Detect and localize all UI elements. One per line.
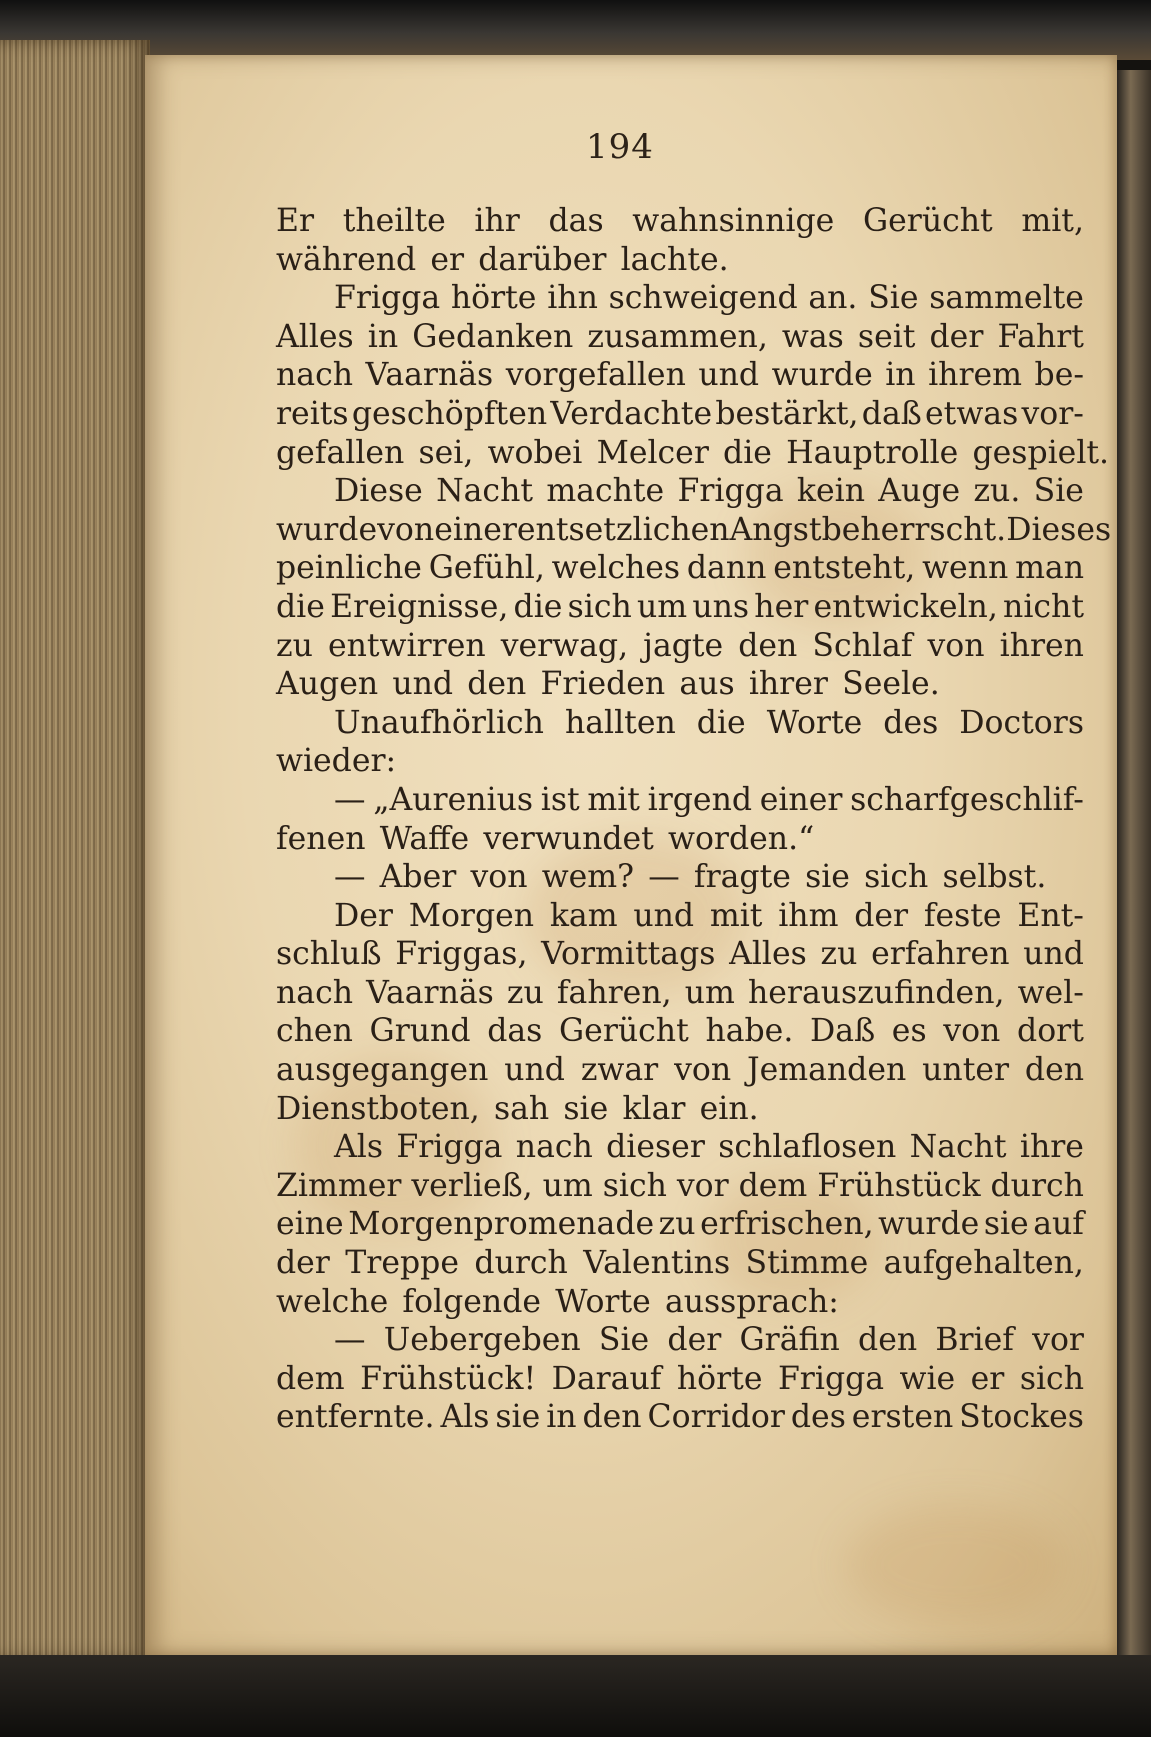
word: der [929,318,984,355]
word: Morgen [408,897,535,934]
text-line [276,1012,1084,1051]
word: Melcer [596,434,709,471]
text-line [276,665,1084,704]
word: Morgenpromenade [348,1206,655,1243]
text-line [276,1283,1084,1322]
word: herauszufinden, [747,974,1005,1011]
word: zusammen, [587,318,768,355]
text-line [276,627,1084,666]
word: chen [276,1013,353,1050]
word: hörte [450,280,537,317]
word: Ereignisse, [330,588,509,625]
word: zu [276,627,313,664]
word: mit, [1021,203,1084,239]
word: beherrscht. [821,511,1007,548]
word: um [636,588,688,625]
word: die [276,588,325,625]
text-line [276,318,1084,357]
word: wieder: [276,743,397,780]
text-line [276,1398,1084,1437]
word: was [781,318,844,355]
word: das [548,203,604,239]
word: Gerücht [559,1013,689,1050]
word: Doctors [959,704,1084,741]
word: Frigga [677,473,784,510]
word: Dienstboten, [276,1090,480,1127]
word: Der [334,897,393,934]
word: scharfgeschlif- [850,781,1084,818]
word: sich [602,1167,667,1204]
word: feste [923,897,1002,934]
word: habe. [705,1013,794,1050]
word: wurde [878,1206,980,1243]
word: Frigga [334,280,441,317]
word: peinliche [276,550,422,587]
word: Sie [598,1322,650,1359]
word: eine [276,1206,344,1243]
word: ihn [547,280,598,317]
text-line [276,1244,1084,1283]
word: kein [796,473,865,510]
word: Unaufhörlich [334,704,544,741]
word: Daß [810,1013,876,1050]
word: des [883,704,939,741]
word: seit [857,318,916,355]
word: verließ, [411,1167,533,1204]
word: gespielt. [972,434,1110,471]
word: wobei [487,434,583,471]
word: schweigend [608,280,798,317]
word: dann [686,550,767,587]
word: Uebergeben [383,1322,581,1359]
text-line [276,1167,1084,1206]
word: welches [551,550,681,587]
word: einer [434,511,517,548]
word: um [684,974,735,1011]
word: hörte [676,1360,763,1397]
word: gefallen [276,434,405,471]
word: in [546,1399,577,1436]
word: ersten [851,1399,954,1436]
text-line [276,472,1084,511]
word: her [754,588,809,625]
word: sie [495,1399,541,1436]
word: dort [1017,1013,1084,1050]
word: ausgegangen [276,1052,489,1089]
text-line [276,279,1084,318]
word: folgende [402,1283,542,1320]
word: Alles [276,318,354,355]
word: Frigga [777,1360,885,1397]
word: die [513,588,563,625]
text-line [276,1128,1084,1167]
word: welche [276,1283,389,1320]
word: uns [692,588,750,625]
word: den [582,1399,642,1436]
scanner-bottom-edge [0,1655,1151,1737]
word: von [927,627,985,664]
word: den [1024,1052,1084,1089]
word: „Aurenius [373,781,534,818]
word: von [674,1052,732,1089]
word: worden.“ [668,820,815,857]
word: Vormittags [541,936,716,973]
word: Frigga [396,1129,503,1166]
text-line [276,820,1084,859]
word: Frieden [540,666,666,703]
word: zu [658,1206,696,1243]
word: — [334,859,366,896]
word: Auge [878,473,961,510]
word: entwirren [327,627,486,664]
word: des [790,1399,846,1436]
word: zu [820,936,858,973]
word: ihr [474,203,520,239]
word: Stimme [745,1245,869,1282]
text-line [276,549,1084,588]
word: vorgefallen [505,357,686,394]
word: den [738,627,798,664]
text-line [276,1090,1084,1129]
word: Ent- [1017,897,1084,934]
word: verwundet [483,820,654,857]
text-line [276,434,1110,473]
word: einer [759,781,843,818]
word: reits [276,395,349,432]
text-line [276,241,1084,280]
word: jagte [643,627,724,664]
word: nach [276,357,353,394]
word: durch [990,1167,1084,1204]
word: mit [709,897,763,934]
word: mit [587,781,640,818]
word: Augen [276,666,379,703]
page-number: 194 [586,127,654,167]
word: — [334,1322,366,1359]
word: fahren, [556,974,672,1011]
word: an. [808,280,858,317]
word: vor- [1021,395,1084,432]
word: die [723,434,772,471]
word: Verdachte [550,395,713,432]
word: Sie [868,280,919,317]
word: sei, [418,434,474,471]
word: durch [474,1245,568,1282]
word: nach [276,974,353,1011]
word: Gräfin [739,1322,840,1359]
word: Angst [729,511,822,548]
word: Zimmer [276,1167,402,1204]
word: von [377,511,435,548]
word: es [891,1013,927,1050]
word: aufgehalten, [883,1245,1084,1282]
word: geschöpften [351,395,548,432]
text-line [276,974,1084,1013]
word: der [667,1322,722,1359]
word: be- [1034,357,1084,394]
word: klar [622,1090,686,1127]
book-right-edge [1117,70,1151,1660]
word: er [970,1360,1005,1397]
word: lachte. [620,241,729,278]
word: sich [567,588,632,625]
word: ihrem [928,357,1023,394]
text-line [276,395,1084,434]
word: nicht [1003,588,1084,625]
word: — [648,859,680,896]
word: selbst. [942,859,1047,896]
word: daß [861,395,922,432]
word: wem? [541,859,635,896]
word: in [885,357,916,394]
word: entsetzlichen [516,511,730,548]
word: unter [922,1052,1010,1089]
book-page-edges [0,40,150,1660]
word: wie [899,1360,956,1397]
word: darüber [478,241,607,278]
word: aus [679,666,735,703]
word: Jemanden [746,1052,907,1089]
word: um [542,1167,593,1204]
word: Seele. [842,666,940,703]
word: erfrischen, [700,1206,874,1243]
word: sich [1019,1360,1084,1397]
word: ihm [778,897,839,934]
word: Alles [729,936,807,973]
word: sah [493,1090,550,1127]
word: machte [546,473,665,510]
word: Frühstück [817,1167,981,1204]
word: kam [549,897,618,934]
word: Brief [935,1322,1014,1359]
word: den [467,666,527,703]
word: in [367,318,399,355]
word: wel- [1017,974,1084,1011]
text-line [276,202,1084,241]
word: Valentins [583,1245,731,1282]
word: wurde [771,357,873,394]
word: schluß [276,936,382,973]
word: Er [276,203,315,239]
word: Treppe [345,1245,459,1282]
word: fragte [693,859,791,896]
text-line [276,704,1084,743]
text-line [276,935,1084,974]
word: der [854,897,909,934]
word: zu. [973,473,1021,510]
word: Worte [555,1283,651,1320]
word: und [392,666,454,703]
word: Gedanken [412,318,574,355]
word: entwickeln, [813,588,998,625]
word: zwar [580,1052,659,1089]
word: hallten [564,704,676,741]
word: auf [1033,1206,1084,1243]
word: und [698,357,760,394]
word: Corridor [647,1399,785,1436]
word: Hauptrolle [786,434,959,471]
word: bestärkt, [715,395,859,432]
word: entfernte. [276,1399,435,1436]
word: irgend [647,781,753,818]
word: sie [563,1090,609,1127]
word: den [858,1322,918,1359]
text-line [276,1321,1084,1360]
word: Nacht [436,473,534,510]
word: Nacht [909,1129,1007,1166]
word: Vaarnäs [365,357,494,394]
word: Als [334,1129,383,1166]
text-line [276,858,1084,897]
word: Diese [334,473,423,510]
word: sie [805,859,850,896]
word: er [430,241,465,278]
word: wurde [276,511,378,548]
word: ihre [1019,1129,1084,1166]
word: man [1015,550,1084,587]
word: dem [738,1167,808,1204]
word: ein. [699,1090,759,1127]
text-line [276,356,1084,395]
word: sie [983,1206,1029,1243]
word: Grund [369,1013,471,1050]
word: ihrer [748,666,828,703]
word: nach [515,1129,593,1166]
word: — [334,781,366,818]
word: und [504,1052,565,1089]
word: vor [1032,1322,1084,1359]
word: vor [676,1167,729,1204]
word: Dieses [1006,511,1112,548]
word: Als [440,1399,490,1436]
word: ihren [999,627,1084,664]
word: aussprach: [664,1283,839,1320]
word: sich [864,859,929,896]
word: fenen [276,820,366,857]
word: sammelte [929,280,1084,317]
word: von [943,1013,1001,1050]
word: Darauf [551,1360,662,1397]
text-line [276,742,1084,781]
body-text [276,202,1112,1437]
word: zu [506,974,544,1011]
word: wenn [922,550,1009,587]
text-line [276,1205,1084,1244]
word: die [696,704,746,741]
word: und [633,897,695,934]
word: entsteht, [773,550,916,587]
word: dieser [606,1129,705,1166]
word: etwas [925,395,1019,432]
word: Waffe [379,820,470,857]
word: Aber [379,859,457,896]
word: Schlaf [812,627,913,664]
text-line [276,1360,1084,1399]
text-line [276,1051,1084,1090]
word: während [276,241,417,278]
word: der [276,1245,330,1282]
word: Worte [766,704,863,741]
word: Stockes [959,1399,1084,1436]
word: und [1023,936,1084,973]
text-line [276,588,1084,627]
word: erfahren [871,936,1010,973]
word: Gefühl, [428,550,545,587]
word: wahnsinnige [632,203,835,239]
text-line [276,511,1112,550]
word: Vaarnäs [366,974,494,1011]
scanner-top-edge [0,0,1151,60]
text-line [276,897,1084,936]
word: schlaflosen [718,1129,897,1166]
word: ist [540,781,580,818]
word: verwag, [500,627,629,664]
word: Gerücht [862,203,993,239]
word: Sie [1033,473,1084,510]
word: das [487,1013,543,1050]
word: dem [276,1360,345,1397]
word: theilte [342,203,446,239]
word: Fahrt [997,318,1084,355]
word: Friggas, [395,936,528,973]
word: von [470,859,528,896]
word: Frühstück! [360,1360,537,1397]
text-line [276,781,1084,820]
